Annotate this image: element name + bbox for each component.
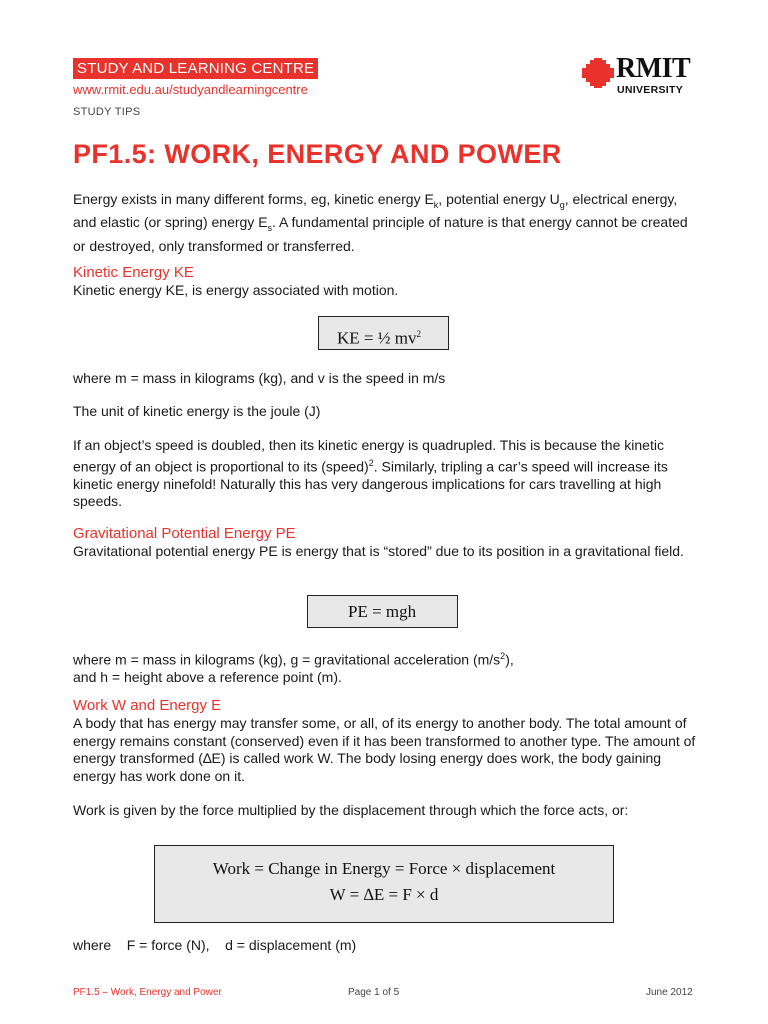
kinetic-formula-box (318, 316, 449, 350)
work-where: where F = force (N), d = displacement (m) (73, 937, 357, 953)
rmit-logo (582, 53, 702, 100)
kinetic-text-1: If an object’s speed is doubled, then its kinetic energy is quadrupled. This is because the kinetic energy of an object is proportional to its (speed) (73, 437, 664, 475)
kinetic-sup: 2 (368, 457, 374, 468)
work-paragraph-1: A body that has energy may transfer some, or all, of its energy to another body. The total amount of energy remains constant (conserved) even if it has been transformed to another type. The amount of energy transformed (∆E) is called work W. The body losing energy does work, the body gaining energy has work done on it. (73, 715, 696, 784)
footer-date: June 2012 (646, 987, 693, 998)
kinetic-heading: Kinetic Energy KE (73, 264, 194, 281)
potential-formula-box (307, 595, 458, 628)
intro-paragraph (73, 191, 703, 255)
footer-title: PF1.5 – Work, Energy and Power (73, 987, 222, 998)
kinetic-desc: Kinetic energy KE, is energy associated with motion. (73, 282, 399, 298)
potential-formula: PE = mgh (348, 602, 417, 621)
sub-s: s (267, 223, 273, 234)
intro-text-4: . A fundamental principle of nature is that energy cannot be created or destroyed, only transformed or transferred. (73, 214, 688, 254)
kinetic-unit: The unit of kinetic energy is the joule (J) (73, 403, 321, 419)
page-title: PF1.5: WORK, ENERGY AND POWER (73, 139, 562, 169)
kinetic-paragraph (73, 437, 703, 511)
potential-where (73, 648, 703, 687)
rmit-pixel-icon (582, 58, 614, 88)
work-heading: Work W and Energy E (73, 697, 222, 714)
potential-where-1: where m = mass in kilograms (kg), g = gravitational acceleration (m/s (73, 651, 501, 668)
kinetic-text-2: . Similarly, tripling a car’s speed will increase its kinetic energy ninefold! Naturally this has very dangerous implications for cars travelling at high speeds. (73, 458, 668, 510)
logo-word: RMIT (616, 53, 691, 84)
potential-where-3: and h = height above a reference point (m). (73, 669, 342, 686)
kinetic-formula: KE = ½ mv (337, 328, 417, 348)
footer-page-number: Page 1 of 5 (348, 987, 400, 998)
work-formula-box (154, 845, 614, 923)
work-formula-line-2: W = ∆E = F × d (329, 885, 439, 904)
kinetic-formula-sup: 2 (416, 329, 421, 339)
intro-text-2: , potential energy U (438, 191, 560, 207)
potential-where-sup: 2 (500, 651, 506, 661)
potential-where-2: ), (505, 651, 514, 668)
centre-url-link[interactable]: www.rmit.edu.au/studyandlearningcentre (73, 82, 308, 97)
work-formula-line-1: Work = Change in Energy = Force × displacement (212, 859, 556, 878)
centre-banner: STUDY AND LEARNING CENTRE (73, 58, 318, 79)
study-tips-label: STUDY TIPS (73, 106, 141, 118)
work-paragraph-2: Work is given by the force multiplied by the displacement through which the force acts, or: (73, 802, 629, 818)
intro-text-1: Energy exists in many different forms, eg, kinetic energy E (73, 191, 434, 207)
kinetic-where: where m = mass in kilograms (kg), and v is the speed in m/s (73, 370, 446, 386)
logo-subtitle: UNIVERSITY (617, 84, 684, 96)
potential-desc: Gravitational potential energy PE is energy that is “stored” due to its position in a gravitational field. (73, 543, 684, 559)
sub-g: g (559, 199, 565, 210)
intro-text-3: , electrical energy, and elastic (or spring) energy E (73, 191, 678, 231)
sub-k: k (433, 199, 439, 210)
potential-heading: Gravitational Potential Energy PE (73, 525, 296, 542)
